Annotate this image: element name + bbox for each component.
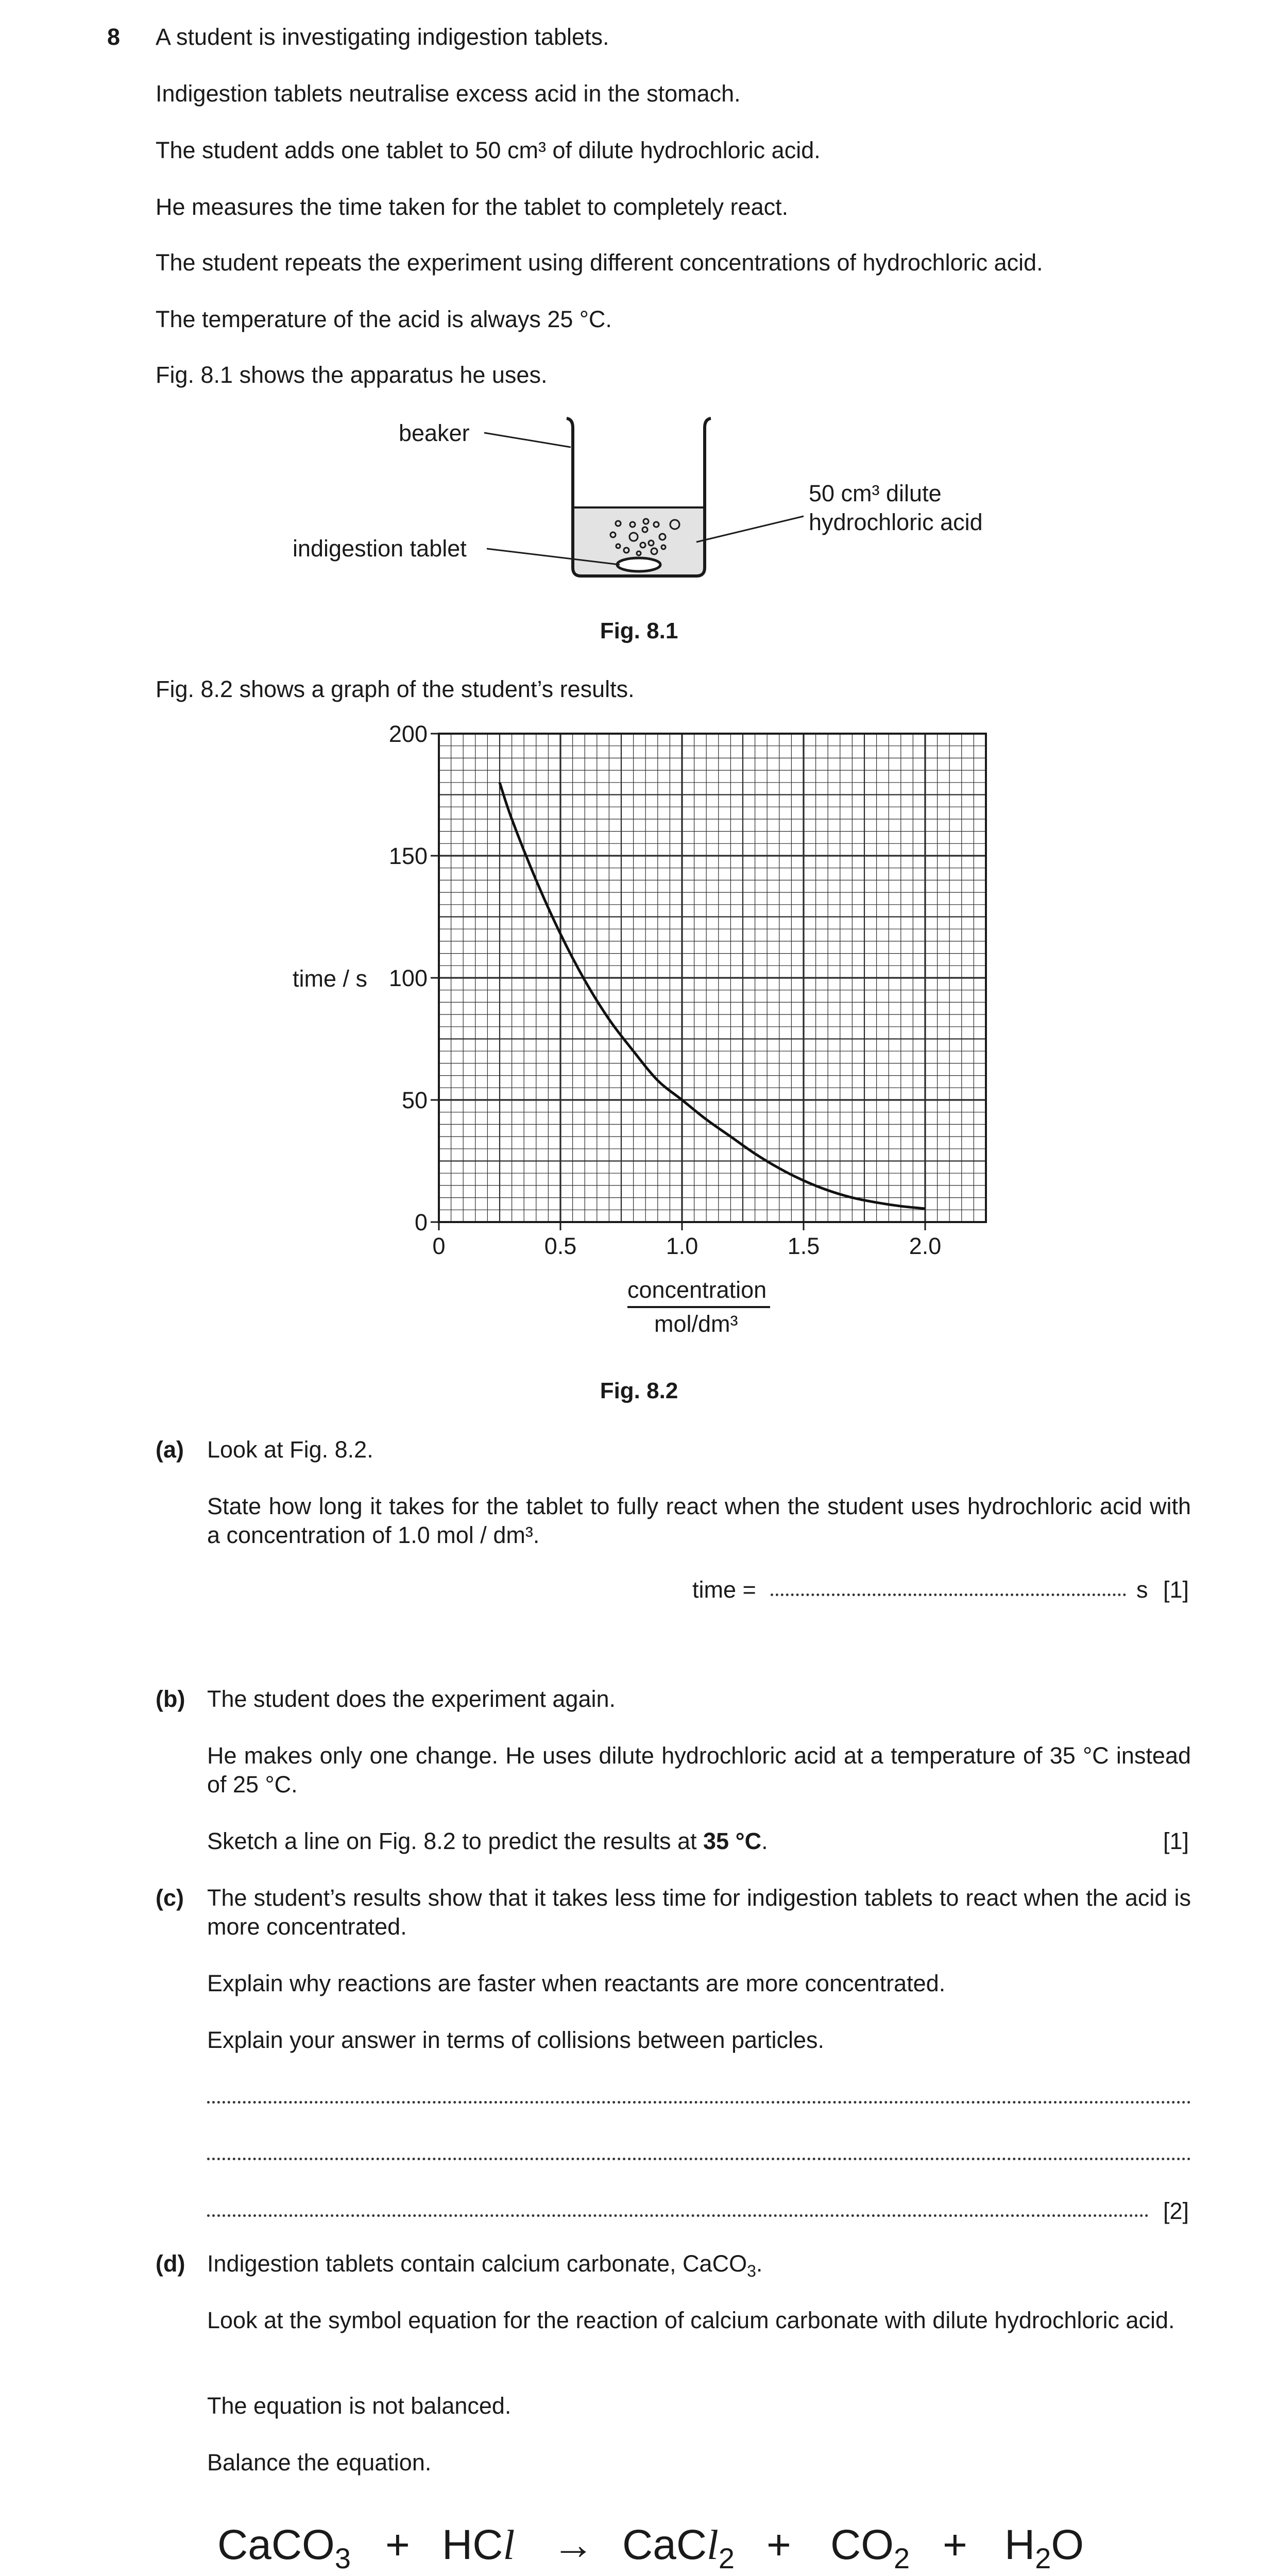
equation-hcl: HCl: [442, 2521, 515, 2568]
intro-line-2: Indigestion tablets neutralise excess acid in the stomach.: [156, 80, 741, 107]
part-c-marks: [2]: [1163, 2198, 1189, 2224]
label-acid-line-2: hydrochloric acid: [809, 509, 983, 535]
part-d-line-3: The equation is not balanced.: [207, 2393, 512, 2419]
equation-caco3: CaCO$_3$: [217, 2521, 351, 2574]
equation-co2: $CO_2$: [830, 2521, 910, 2574]
part-b-marks: [1]: [1163, 1828, 1189, 1854]
part-c-answer-line-2[interactable]: [207, 2158, 1191, 2160]
x-tick-label: 0.5: [544, 1233, 577, 1259]
x-axis-unit: mol/dm³: [654, 1311, 738, 1337]
x-tick-label: 0: [432, 1233, 446, 1259]
equation-plus-3: +: [943, 2521, 967, 2568]
part-c-answer-line-1[interactable]: [207, 2101, 1191, 2104]
part-a-answer-line[interactable]: [771, 1594, 1126, 1596]
part-a-line-1: Look at Fig. 8.2.: [207, 1436, 373, 1463]
intro-line-7: Fig. 8.1 shows the apparatus he uses.: [156, 362, 548, 388]
part-d-line-4: Balance the equation.: [207, 2449, 432, 2476]
part-c-label: (c): [156, 1885, 184, 1911]
part-a-line-2: State how long it takes for the tablet to fully react when the student uses hydrochloric acid with a concentration of 1.0 mol / dm³.: [207, 1493, 1191, 1548]
fig-8-1-caption: Fig. 8.1: [600, 618, 678, 643]
question-number: 8: [107, 24, 121, 50]
y-axis-label: time / s: [293, 965, 368, 992]
x-axis-label: concentration: [627, 1277, 767, 1303]
part-b-label: (b): [156, 1686, 185, 1712]
fig-8-2-intro: Fig. 8.2 shows a graph of the student’s results.: [156, 676, 635, 702]
chart-grid: [439, 734, 986, 1222]
equation-plus-1: +: [385, 2521, 410, 2568]
y-tick-label: 150: [388, 843, 428, 869]
x-tick-label: 1.0: [666, 1233, 698, 1259]
series-line: [500, 783, 925, 1209]
intro-line-3: The student adds one tablet to 50 cm³ of dilute hydrochloric acid.: [156, 137, 821, 163]
part-b-line-2: He makes only one change. He uses dilute hydrochloric acid at a temperature of 35 °C instead of 25 °C.: [207, 1742, 1191, 1798]
intro-line-5: The student repeats the experiment using different concentrations of hydrochloric acid.: [156, 249, 1043, 276]
y-tick-label: 0: [414, 1209, 428, 1235]
intro-line-6: The temperature of the acid is always 25 °C.: [156, 306, 612, 332]
part-c-line-2: Explain why reactions are faster when reactants are more concentrated.: [207, 1970, 946, 1996]
part-a-answer-unit: s: [1136, 1577, 1148, 1603]
label-indigestion-tablet: indigestion tablet: [293, 535, 467, 562]
part-c-answer-line-3[interactable]: [207, 2214, 1149, 2217]
equation-arrow: →: [552, 2521, 594, 2568]
label-acid-line-1: 50 cm³ dilute: [809, 480, 942, 506]
x-tick-label: 2.0: [909, 1233, 942, 1259]
equation-cacl2: CaCl$_2$: [622, 2521, 735, 2574]
part-d-line-1: Indigestion tablets contain calcium carbonate, CaCO$_3$.: [207, 2250, 763, 2280]
x-axis-label-fraction-line: [627, 1306, 770, 1308]
y-tick-label: 200: [388, 721, 428, 747]
y-tick-label: 100: [388, 965, 428, 991]
part-a-label: (a): [156, 1436, 184, 1463]
x-tick-label: 1.5: [787, 1233, 820, 1259]
y-tick-label: 50: [401, 1087, 428, 1113]
intro-line-1: A student is investigating indigestion tablets.: [156, 24, 609, 50]
part-b-line-1: The student does the experiment again.: [207, 1686, 616, 1712]
label-beaker: beaker: [399, 420, 470, 446]
part-b-line-3: Sketch a line on Fig. 8.2 to predict the results at 35 °C.: [207, 1828, 768, 1854]
equation-plus-2: +: [766, 2521, 791, 2568]
part-c-line-1: The student’s results show that it takes less time for indigestion tablets to react when the acid is more concentrated.: [207, 1885, 1191, 1940]
part-a-marks: [1]: [1163, 1577, 1189, 1603]
part-c-line-3: Explain your answer in terms of collisions between particles.: [207, 2027, 825, 2053]
chart-curve: [500, 783, 925, 1209]
part-d-line-2: Look at the symbol equation for the reaction of calcium carbonate with dilute hydrochloric acid.: [207, 2307, 1175, 2333]
fig-8-2-caption: Fig. 8.2: [600, 1378, 678, 1403]
intro-line-4: He measures the time taken for the tablet to completely react.: [156, 194, 789, 220]
part-a-answer-prefix: time =: [692, 1577, 756, 1603]
equation-h2o: $H_2O$: [1004, 2521, 1084, 2574]
part-d-label: (d): [156, 2250, 185, 2277]
